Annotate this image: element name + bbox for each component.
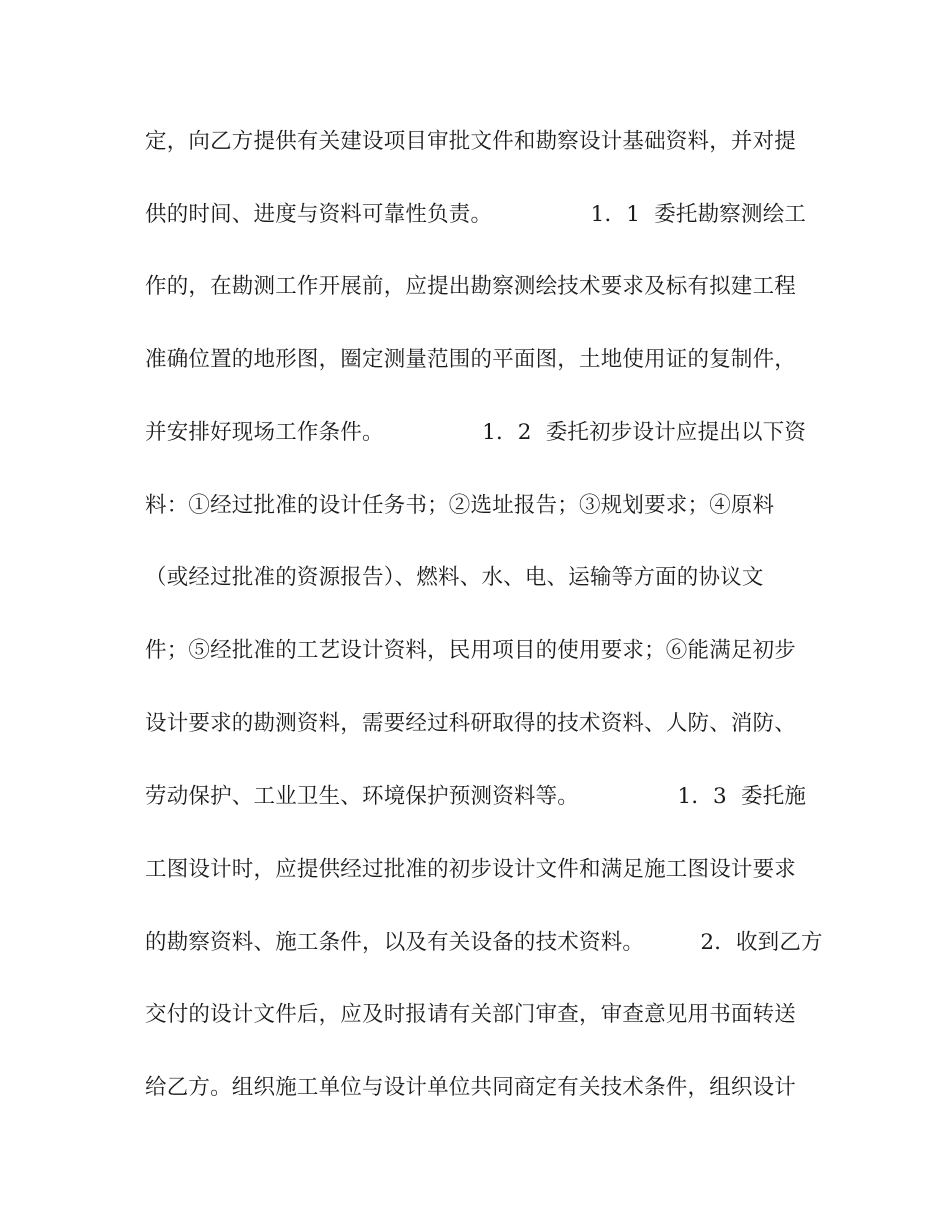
paragraph-line: 料：①经过批准的设计任务书；②选址报告；③规划要求；④原料 xyxy=(145,493,775,518)
paragraph-line: 劳动保护、工业卫生、环境保护预测资料等。 1．3 委托施 xyxy=(145,784,807,809)
paragraph-line: 定，向乙方提供有关建设项目审批文件和勘察设计基础资料，并对提 xyxy=(145,129,797,154)
paragraph-line: 给乙方。组织施工单位与设计单位共同商定有关技术条件，组织设计 xyxy=(145,1075,797,1100)
paragraph-line: 供的时间、进度与资料可靠性负责。 1．1 委托勘察测绘工 xyxy=(145,202,807,227)
paragraph-line: 的勘察资料、施工条件，以及有关设备的技术资料。 2．收到乙方 xyxy=(145,930,823,955)
paragraph-line: 件；⑤经批准的工艺设计资料，民用项目的使用要求；⑥能满足初步 xyxy=(145,638,797,663)
paragraph-line: 设计要求的勘测资料，需要经过科研取得的技术资料、人防、消防、 xyxy=(145,711,797,736)
paragraph-line: 工图设计时，应提供经过批准的初步设计文件和满足施工图设计要求 xyxy=(145,857,797,882)
paragraph-line: 作的，在勘测工作开展前，应提出勘察测绘技术要求及标有拟建工程 xyxy=(145,274,797,299)
paragraph-line: 并安排好现场工作条件。 1．2 委托初步设计应提出以下资 xyxy=(145,420,807,445)
paragraph-line: （或经过批准的资源报告）、燃料、水、电、运输等方面的协议文 xyxy=(145,565,764,590)
paragraph-line: 准确位置的地形图，圈定测量范围的平面图，土地使用证的复制件， xyxy=(145,347,797,372)
paragraph-line: 交付的设计文件后，应及时报请有关部门审查，审查意见用书面转送 xyxy=(145,1002,797,1027)
